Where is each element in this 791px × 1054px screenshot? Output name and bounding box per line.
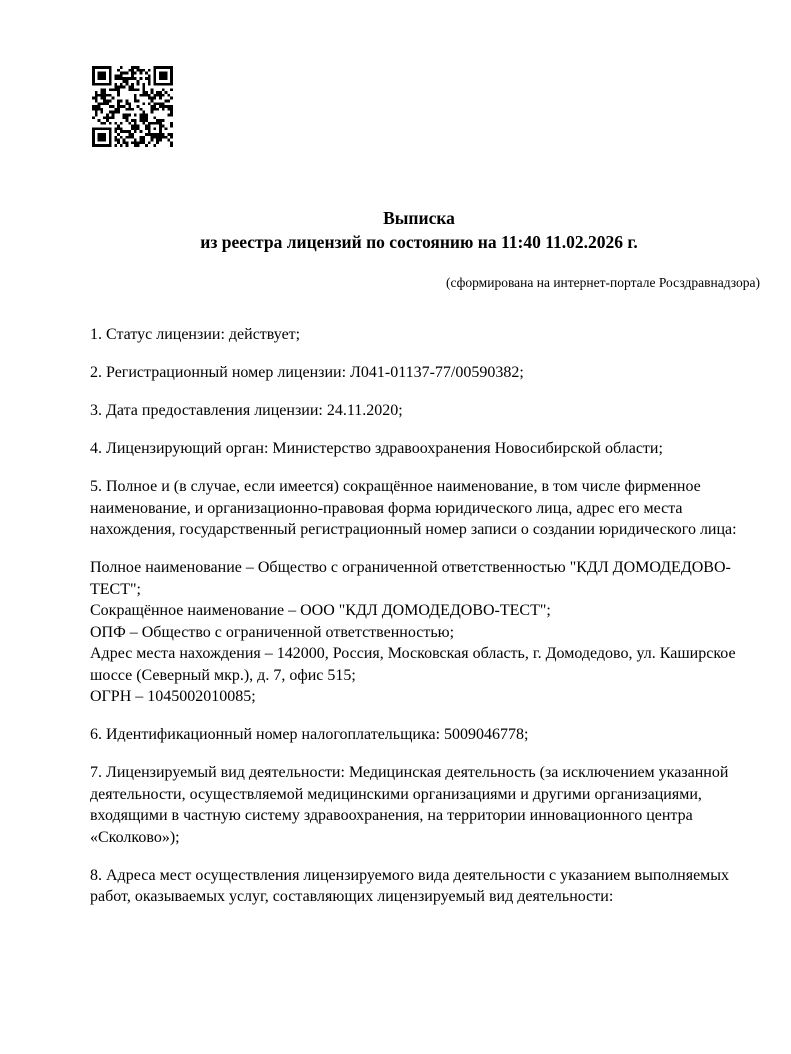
document-title-line2: из реестра лицензий по состоянию на 11:40 11.02.2026 г.: [200, 232, 638, 252]
full-name-line: Полное наименование – Общество с ограниченной ответственностью "КДЛ ДОМОДЕДОВО-ТЕСТ";: [90, 559, 731, 598]
item-taxpayer-inn: 6. Идентификационный номер налогоплательщика: 5009046778;: [90, 726, 529, 743]
document-title-block: [90, 206, 748, 254]
address-line: Адрес места нахождения – 142000, Россия, Московская область, г. Домодедово, ул. Каширское шоссе (Северный мкр.), д. 7, офис 515;: [90, 645, 736, 684]
item-license-status: 1. Статус лицензии: действует;: [90, 326, 301, 343]
document-body: [90, 324, 748, 924]
source-note: (сформирована на интернет-портале Росздравнадзора): [445, 275, 760, 290]
qr-code-icon: [92, 66, 173, 147]
item-licensing-authority: 4. Лицензирующий орган: Министерство здравоохранения Новосибирской области;: [90, 440, 663, 457]
item-registration-number: 2. Регистрационный номер лицензии: Л041-01137-77/00590382;: [90, 364, 524, 381]
item-grant-date: 3. Дата предоставления лицензии: 24.11.2020;: [90, 402, 403, 419]
item-names-intro: 5. Полное и (в случае, если имеется) сокращённое наименование, в том числе фирменное наименование, и организационно-правовая форма юридического лица, адрес его места нахождения, государственный регистрационный номер записи о создании юридического лица:: [90, 478, 737, 538]
short-name-line: Сокращённое наименование – ООО "КДЛ ДОМОДЕДОВО-ТЕСТ";: [90, 602, 551, 619]
name-block: [90, 557, 748, 708]
qr-code-image: [92, 66, 173, 147]
document-title: Выписка: [383, 208, 455, 228]
ogrn-line: ОГРН – 1045002010085;: [90, 688, 256, 705]
item-addresses-intro: 8. Адреса мест осуществления лицензируемого вида деятельности с указанием выполняемых работ, оказываемых услуг, составляющих лицензируемый вид деятельности:: [90, 866, 730, 905]
item-licensed-activity: 7. Лицензируемый вид деятельности: Медицинская деятельность (за исключением указанной деятельности, осуществляемой медицинскими организациями и другими организациями, входящими в частную систему здравоохранения, на территории инновационного центра «Сколково»);: [90, 764, 729, 846]
opf-line: ОПФ – Общество с ограниченной ответственностью;: [90, 623, 455, 641]
